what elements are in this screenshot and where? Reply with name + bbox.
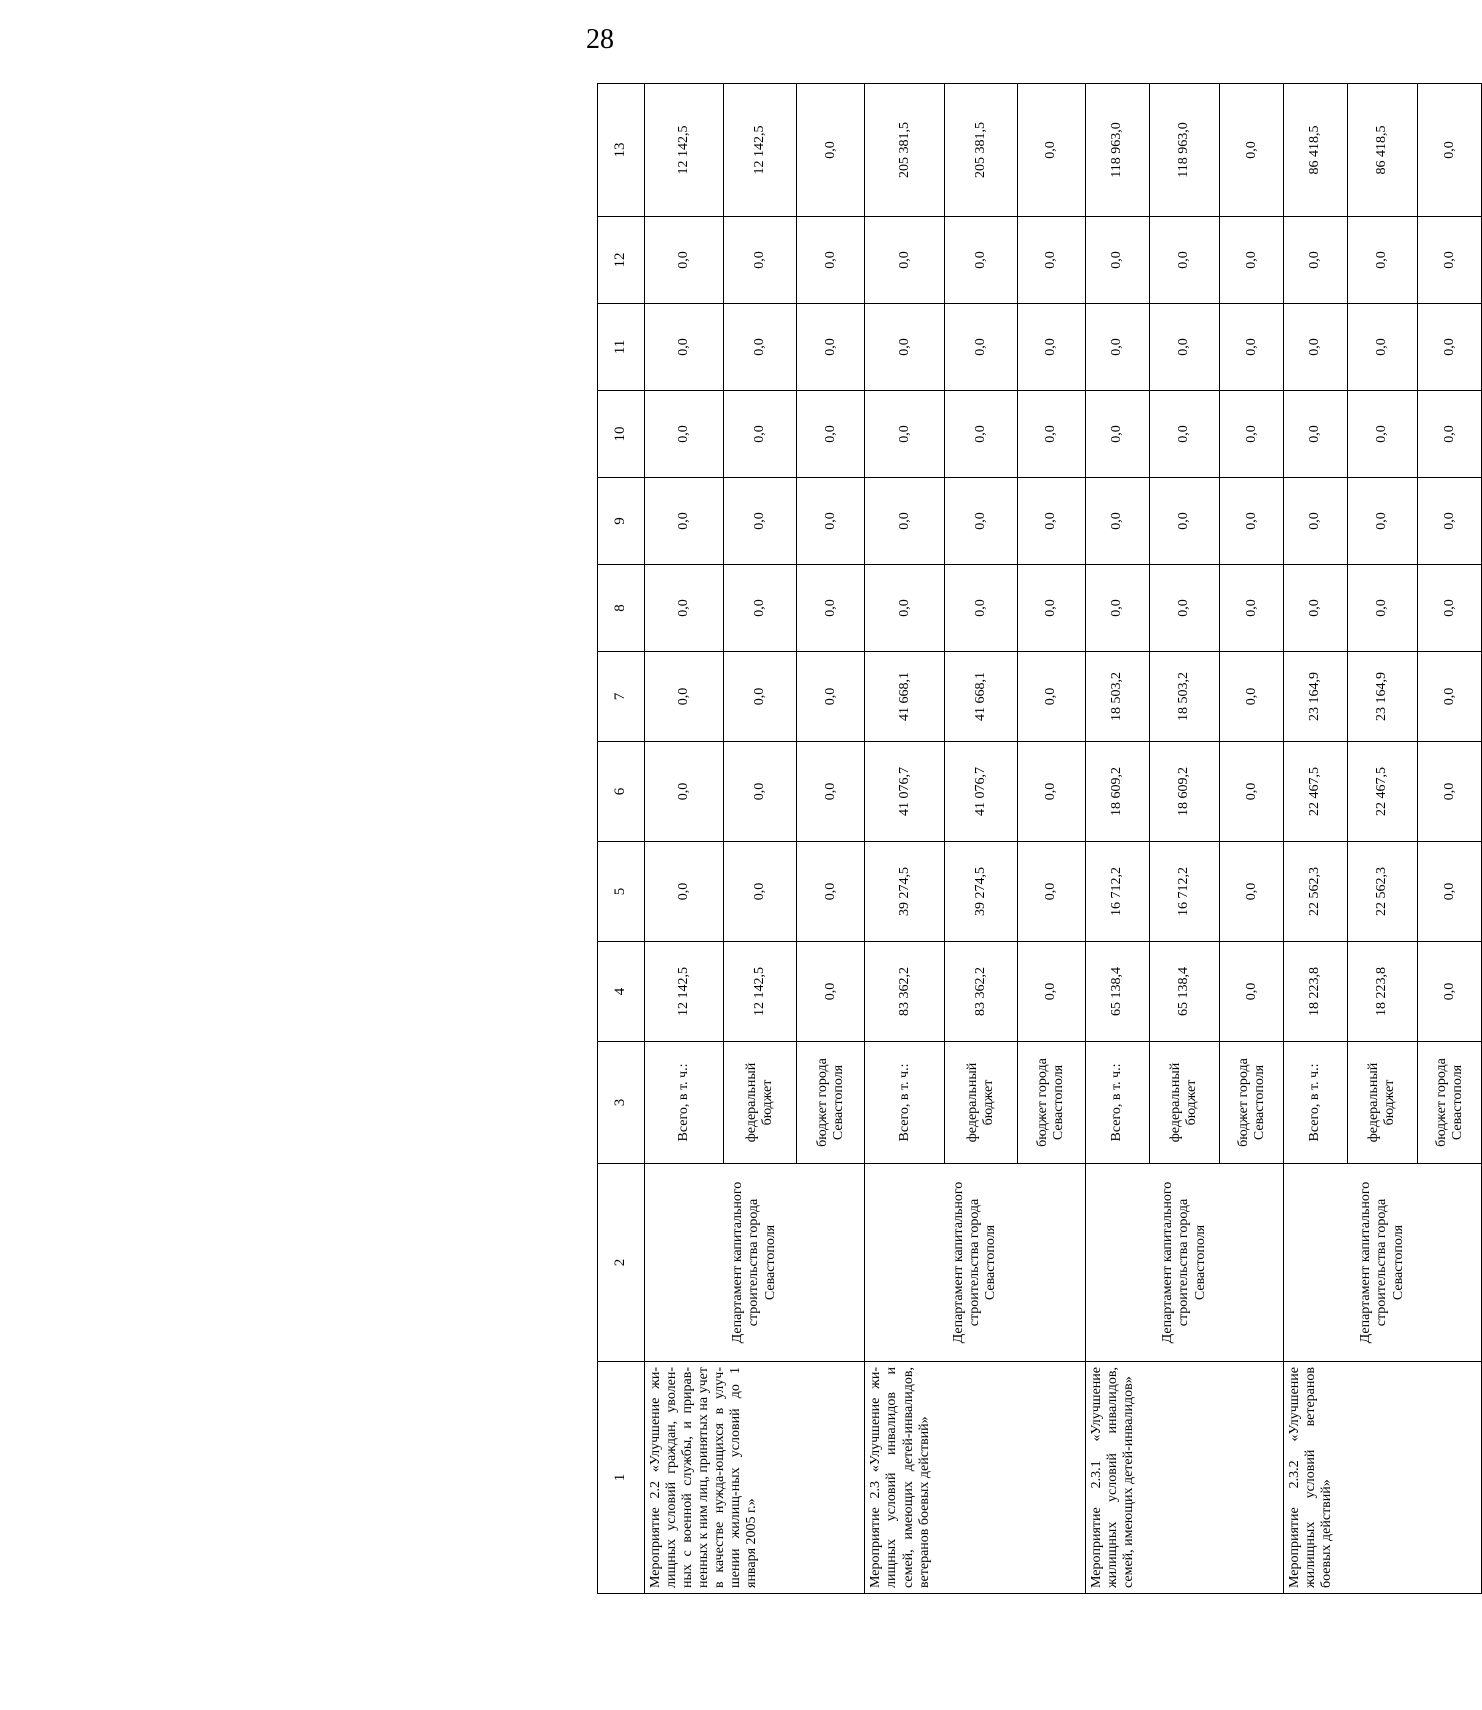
funding-source: федеральный бюджет [724,1042,797,1164]
value-cell: 0,0 [944,304,1017,391]
value-cell: 0,0 [865,565,945,652]
value-cell: 0,0 [1220,478,1284,565]
value-cell: 16 712,2 [1086,842,1150,942]
value-cell: 0,0 [724,304,797,391]
value-cell: 0,0 [1418,478,1482,565]
value-cell: 86 418,5 [1283,84,1347,217]
value-cell: 0,0 [1086,217,1150,304]
value-cell: 0,0 [1149,478,1220,565]
value-cell: 39 274,5 [865,842,945,942]
value-cell: 41 076,7 [865,742,945,842]
column-number: 3 [598,1042,645,1164]
value-cell: 83 362,2 [944,942,1017,1042]
value-cell: 0,0 [724,652,797,742]
value-cell: 0,0 [865,304,945,391]
value-cell: 86 418,5 [1347,84,1418,217]
value-cell: 22 467,5 [1347,742,1418,842]
value-cell: 0,0 [797,391,865,478]
value-cell: 39 274,5 [944,842,1017,942]
value-cell: 0,0 [1220,942,1284,1042]
value-cell: 0,0 [724,217,797,304]
value-cell: 0,0 [1418,742,1482,842]
funding-source: федеральный бюджет [944,1042,1017,1164]
funding-table [597,83,1482,1594]
value-cell: 18 609,2 [1086,742,1150,842]
value-cell: 0,0 [1418,84,1482,217]
page-number: 28 [586,24,614,55]
funding-table-container [597,84,1482,1594]
value-cell: 0,0 [797,565,865,652]
value-cell: 0,0 [944,391,1017,478]
value-cell: 0,0 [1220,84,1284,217]
measure-name: Мероприятие 2.3 «Улучшение жи-лищных условий инвалидов и семей, имеющих детей-инвалидов, ветеранов боевых действий» [865,1362,1086,1594]
value-cell: 0,0 [1418,304,1482,391]
column-number: 1 [598,1362,645,1594]
value-cell: 16 712,2 [1149,842,1220,942]
value-cell: 0,0 [1017,84,1085,217]
funding-source: федеральный бюджет [1347,1042,1418,1164]
value-cell: 0,0 [797,478,865,565]
value-cell: 0,0 [644,217,724,304]
value-cell: 0,0 [797,842,865,942]
value-cell: 0,0 [644,565,724,652]
value-cell: 0,0 [1418,652,1482,742]
value-cell: 0,0 [644,478,724,565]
funding-source: федеральный бюджет [1149,1042,1220,1164]
column-number: 12 [598,217,645,304]
funding-source: Всего, в т. ч.: [1283,1042,1347,1164]
value-cell: 0,0 [797,84,865,217]
column-number: 8 [598,565,645,652]
value-cell: 0,0 [1418,565,1482,652]
value-cell: 0,0 [865,217,945,304]
table-row [1283,84,1347,1594]
value-cell: 12 142,5 [724,84,797,217]
column-number: 7 [598,652,645,742]
value-cell: 0,0 [1086,304,1150,391]
value-cell: 41 076,7 [944,742,1017,842]
value-cell: 0,0 [1347,304,1418,391]
value-cell: 0,0 [724,742,797,842]
value-cell: 0,0 [724,842,797,942]
value-cell: 0,0 [1418,842,1482,942]
value-cell: 0,0 [644,391,724,478]
measure-name: Мероприятие 2.2 «Улучшение жи-лищных условий граждан, уволен-ных с военной службы, и прирав-ненных к ним лиц, принятых на учет в качестве нужда-ющихся в улуч-шении жилищ-ных условий до 1 января 2005 г.» [644,1362,865,1594]
value-cell: 65 138,4 [1086,942,1150,1042]
value-cell: 0,0 [865,391,945,478]
table-row [1086,84,1150,1594]
value-cell: 0,0 [1220,742,1284,842]
value-cell: 0,0 [1347,478,1418,565]
value-cell: 0,0 [797,742,865,842]
value-cell: 0,0 [1418,391,1482,478]
value-cell: 0,0 [1017,391,1085,478]
value-cell: 0,0 [1347,217,1418,304]
value-cell: 0,0 [1017,652,1085,742]
value-cell: 0,0 [1283,478,1347,565]
value-cell: 0,0 [1017,304,1085,391]
value-cell: 0,0 [865,478,945,565]
value-cell: 0,0 [644,842,724,942]
funding-source: бюджет города Севастополя [1017,1042,1085,1164]
value-cell: 0,0 [1017,478,1085,565]
measure-executor: Департамент капитального строительства города Севастополя [865,1164,1086,1362]
value-cell: 205 381,5 [944,84,1017,217]
value-cell: 0,0 [1418,942,1482,1042]
value-cell: 0,0 [1220,565,1284,652]
value-cell: 23 164,9 [1283,652,1347,742]
value-cell: 22 562,3 [1283,842,1347,942]
value-cell: 83 362,2 [865,942,945,1042]
column-number: 10 [598,391,645,478]
value-cell: 18 223,8 [1347,942,1418,1042]
value-cell: 12 142,5 [644,84,724,217]
value-cell: 0,0 [944,478,1017,565]
table-row [644,84,724,1594]
value-cell: 0,0 [1149,304,1220,391]
value-cell: 0,0 [1283,217,1347,304]
funding-source: Всего, в т. ч.: [1086,1042,1150,1164]
measure-executor: Департамент капитального строительства города Севастополя [644,1164,865,1362]
funding-source: бюджет города Севастополя [1220,1042,1284,1164]
value-cell: 0,0 [1017,565,1085,652]
value-cell: 18 609,2 [1149,742,1220,842]
column-number: 5 [598,842,645,942]
value-cell: 0,0 [724,391,797,478]
value-cell: 0,0 [1017,217,1085,304]
value-cell: 0,0 [1149,391,1220,478]
value-cell: 0,0 [1347,391,1418,478]
value-cell: 0,0 [1220,652,1284,742]
value-cell: 118 963,0 [1086,84,1150,217]
measure-name: Мероприятие 2.3.1 «Улучшение жилищных условий инвалидов, семей, имеющих детей-инвалидов» [1086,1362,1284,1594]
value-cell: 0,0 [1017,942,1085,1042]
value-cell: 0,0 [1149,565,1220,652]
value-cell: 0,0 [644,742,724,842]
value-cell: 0,0 [944,217,1017,304]
value-cell: 0,0 [797,217,865,304]
value-cell: 0,0 [1220,304,1284,391]
value-cell: 18 503,2 [1149,652,1220,742]
value-cell: 0,0 [1220,217,1284,304]
value-cell: 23 164,9 [1347,652,1418,742]
column-number: 11 [598,304,645,391]
value-cell: 0,0 [1283,565,1347,652]
column-number: 4 [598,942,645,1042]
value-cell: 0,0 [1283,304,1347,391]
value-cell: 0,0 [644,304,724,391]
value-cell: 0,0 [724,565,797,652]
value-cell: 118 963,0 [1149,84,1220,217]
value-cell: 0,0 [1086,391,1150,478]
funding-source: Всего, в т. ч.: [865,1042,945,1164]
column-number: 13 [598,84,645,217]
column-number: 6 [598,742,645,842]
value-cell: 22 562,3 [1347,842,1418,942]
value-cell: 0,0 [797,652,865,742]
value-cell: 205 381,5 [865,84,945,217]
value-cell: 0,0 [1418,217,1482,304]
funding-source: бюджет города Севастополя [1418,1042,1482,1164]
value-cell: 0,0 [1086,478,1150,565]
value-cell: 0,0 [944,565,1017,652]
value-cell: 22 467,5 [1283,742,1347,842]
value-cell: 0,0 [1283,391,1347,478]
measure-executor: Департамент капитального строительства города Севастополя [1086,1164,1284,1362]
value-cell: 0,0 [1220,842,1284,942]
measure-executor: Департамент капитального строительства города Севастополя [1283,1164,1481,1362]
value-cell: 41 668,1 [944,652,1017,742]
value-cell: 12 142,5 [644,942,724,1042]
value-cell: 0,0 [1149,217,1220,304]
value-cell: 0,0 [797,942,865,1042]
column-number: 9 [598,478,645,565]
value-cell: 41 668,1 [865,652,945,742]
value-cell: 65 138,4 [1149,942,1220,1042]
value-cell: 0,0 [1347,565,1418,652]
value-cell: 0,0 [1017,742,1085,842]
value-cell: 12 142,5 [724,942,797,1042]
value-cell: 0,0 [644,652,724,742]
value-cell: 18 503,2 [1086,652,1150,742]
header-row [598,84,645,1594]
value-cell: 0,0 [1086,565,1150,652]
funding-source: Всего, в т. ч.: [644,1042,724,1164]
funding-source: бюджет города Севастополя [797,1042,865,1164]
value-cell: 0,0 [1220,391,1284,478]
table-row [865,84,945,1594]
measure-name: Мероприятие 2.3.2 «Улучшение жилищных условий ветеранов боевых действий» [1283,1362,1481,1594]
value-cell: 0,0 [797,304,865,391]
column-number: 2 [598,1164,645,1362]
value-cell: 0,0 [724,478,797,565]
value-cell: 0,0 [1017,842,1085,942]
value-cell: 18 223,8 [1283,942,1347,1042]
